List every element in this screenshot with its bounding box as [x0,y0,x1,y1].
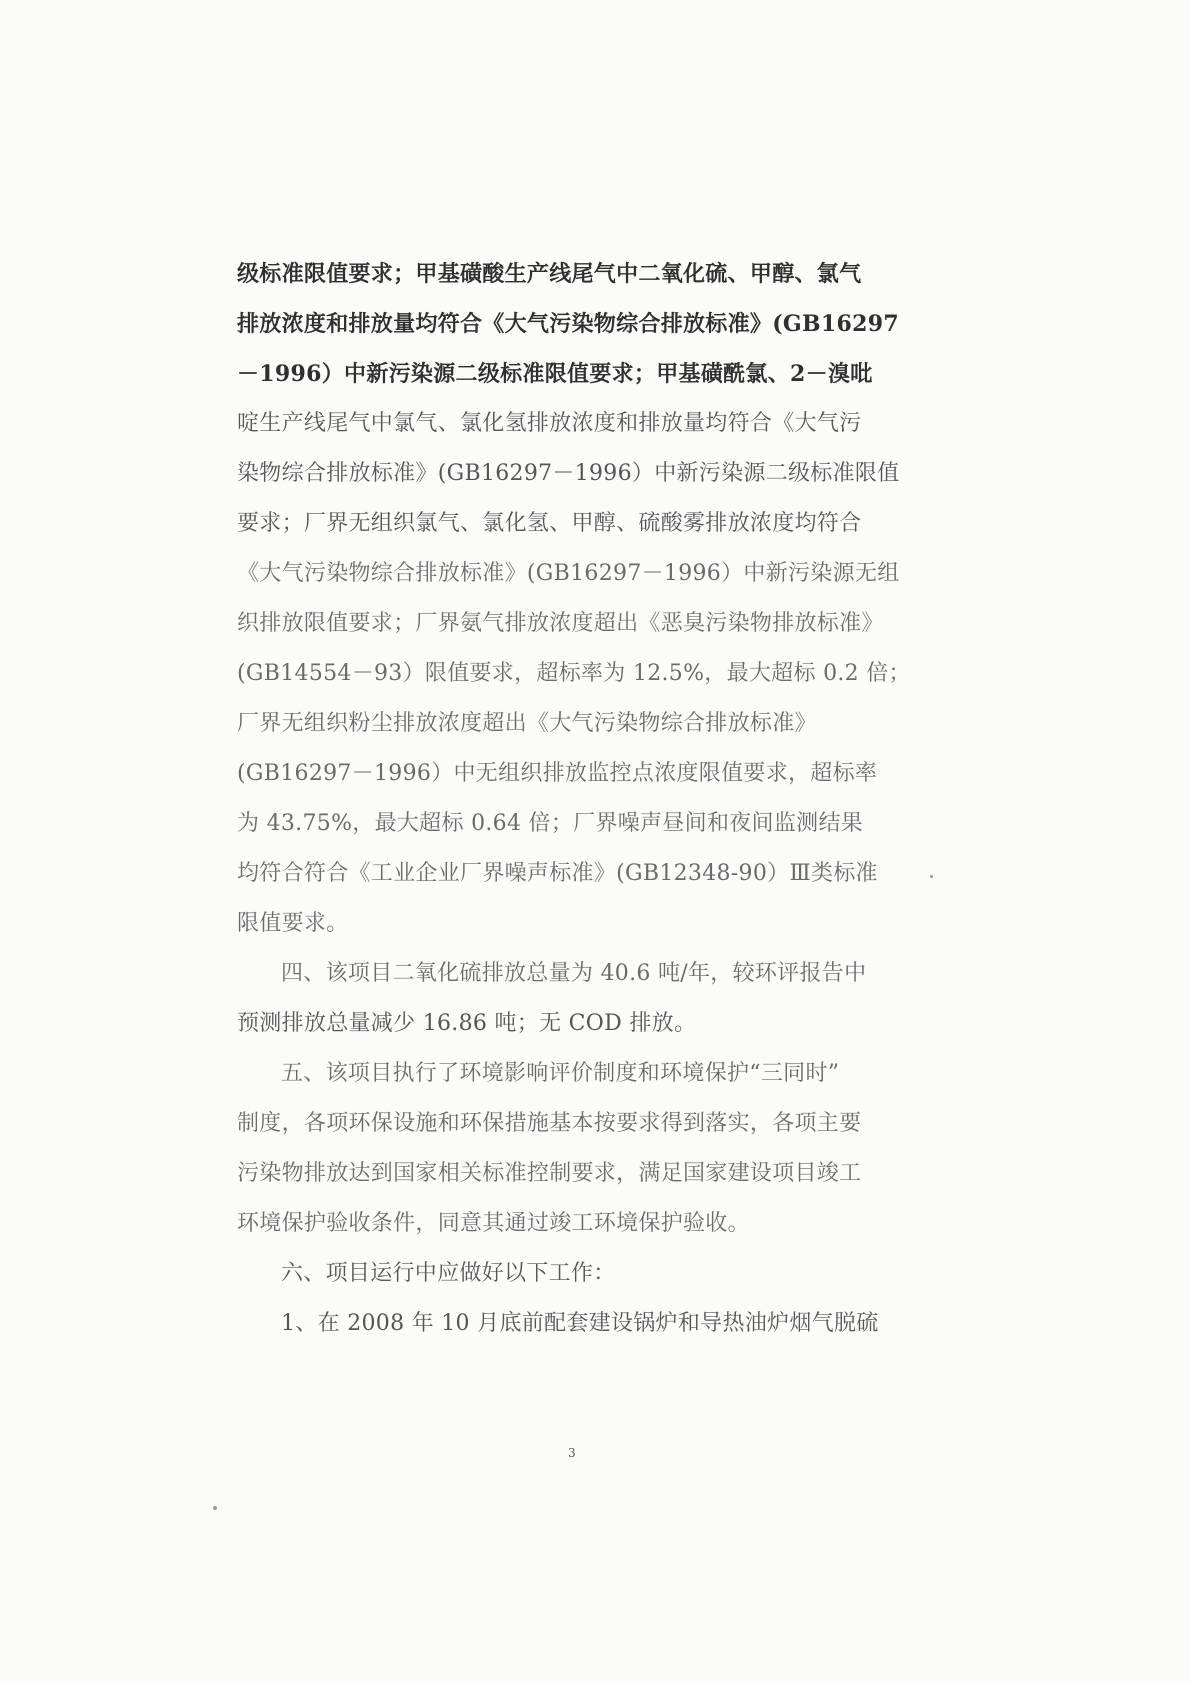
text-line-2: 排放浓度和排放量均符合《大气污染物综合排放标准》(GB16297 [237,311,899,337]
text-line-10: 厂界无组织粉尘排放浓度超出《大气污染物综合排放标准》 [237,711,817,736]
scan-speck [930,875,933,878]
scan-speck [213,1506,217,1510]
text-line-4: 啶生产线尾气中氯气、氯化氢排放浓度和排放量均符合《大气污 [237,411,862,436]
text-line-3: －1996）中新污染源二级标准限值要求；甲基磺酰氯、2－溴吡 [237,361,873,387]
paragraph-5-line-2: 制度，各项环保设施和环保措施基本按要求得到落实，各项主要 [237,1111,862,1136]
paragraph-4-line-2: 预测排放总量减少 16.86 吨；无 COD 排放。 [237,1011,697,1036]
paragraph-5-line-3: 污染物排放达到国家相关标准控制要求，满足国家建设项目竣工 [237,1161,862,1186]
text-line-12: 为 43.75%，最大超标 0.64 倍；厂界噪声昼间和夜间监测结果 [237,811,864,836]
text-line-6: 要求；厂界无组织氯气、氯化氢、甲醇、硫酸雾排放浓度均符合 [237,511,862,536]
page-number: 3 [568,1446,576,1460]
paragraph-4-line-1: 四、该项目二氧化硫排放总量为 40.6 吨/年，较环评报告中 [281,961,867,986]
text-line-13: 均符合符合《工业企业厂界噪声标准》(GB12348-90）Ⅲ类标准 [237,861,878,886]
text-line-1: 级标准限值要求；甲基磺酸生产线尾气中二氧化硫、甲醇、氯气 [237,261,862,287]
paragraph-5-line-1: 五、该项目执行了环境影响评价制度和环境保护“三同时” [281,1061,840,1086]
text-line-5: 染物综合排放标准》(GB16297－1996）中新污染源二级标准限值 [237,461,900,486]
paragraph-5-line-4: 环境保护验收条件，同意其通过竣工环境保护验收。 [237,1211,750,1236]
item-1-line-1: 1、在 2008 年 10 月底前配套建设锅炉和导热油炉烟气脱硫 [281,1311,879,1336]
text-line-11: (GB16297－1996）中无组织排放监控点浓度限值要求，超标率 [237,761,878,786]
text-line-14: 限值要求。 [237,911,349,936]
text-line-9: (GB14554－93）限值要求，超标率为 12.5%，最大超标 0.2 倍； [237,661,911,686]
text-line-7: 《大气污染物综合排放标准》(GB16297－1996）中新污染源无组 [237,561,900,586]
paragraph-6-heading: 六、项目运行中应做好以下工作： [281,1261,616,1286]
text-line-8: 织排放限值要求；厂界氨气排放浓度超出《恶臭污染物排放标准》 [237,611,884,636]
